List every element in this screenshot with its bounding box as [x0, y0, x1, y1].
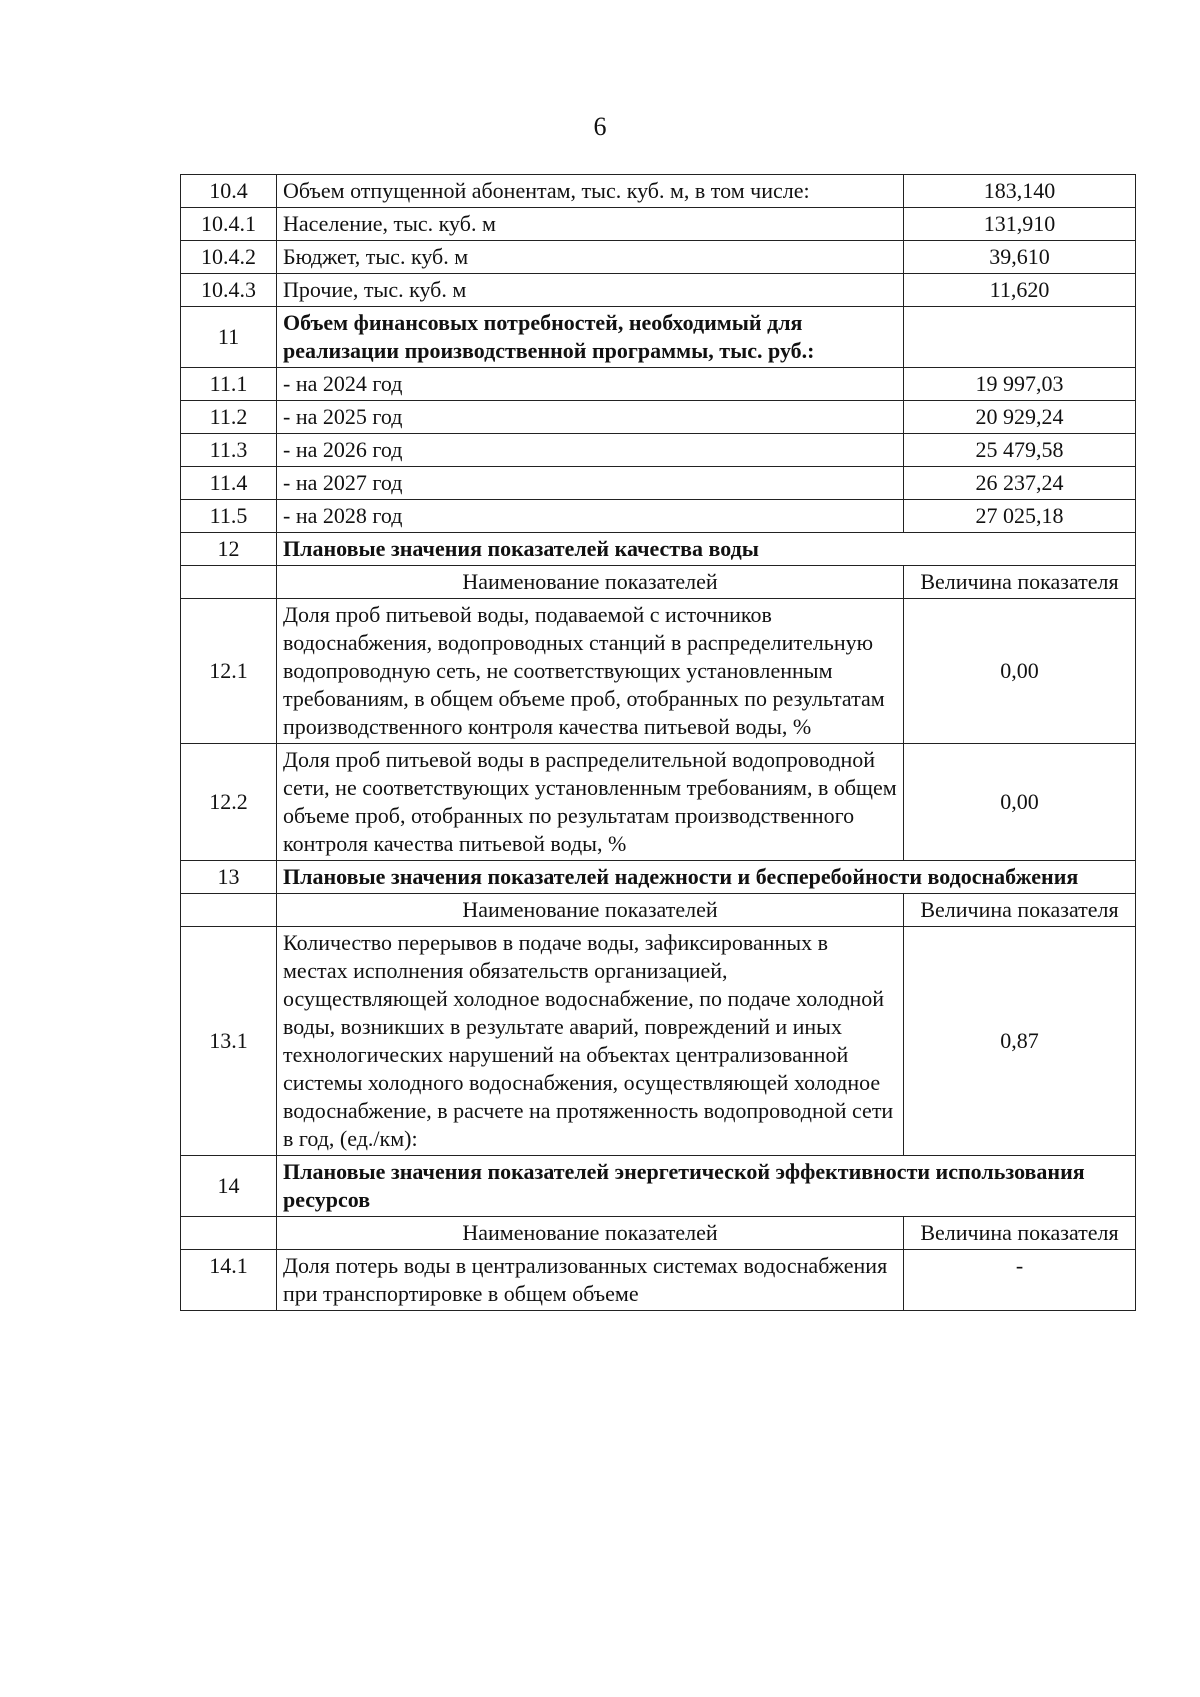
section-title: Плановые значения показателей надежности и бесперебойности водоснабжения: [277, 861, 1136, 894]
table-row: [181, 274, 1136, 307]
page-number: 6: [593, 112, 607, 141]
row-text: Объем финансовых потребностей, необходимый для реализации производственной программы, тыс. руб.:: [277, 307, 904, 368]
column-header-name: Наименование показателей: [277, 1217, 904, 1250]
row-value: 39,610: [904, 241, 1136, 274]
column-header-name: Наименование показателей: [277, 894, 904, 927]
row-value: 11,620: [904, 274, 1136, 307]
row-value: 131,910: [904, 208, 1136, 241]
table-row: [181, 368, 1136, 401]
row-value: 25 479,58: [904, 434, 1136, 467]
row-number: 10.4: [181, 175, 277, 208]
row-number: 10.4.3: [181, 274, 277, 307]
row-text: Доля потерь воды в централизованных системах водоснабжения при транспортировке в общем объеме: [277, 1250, 904, 1311]
subheader-row: [181, 566, 1136, 599]
row-value: [904, 307, 1136, 368]
row-text: Прочие, тыс. куб. м: [277, 274, 904, 307]
subheader-row: [181, 1217, 1136, 1250]
row-number: 11.3: [181, 434, 277, 467]
indicators-table: [180, 174, 1136, 1311]
row-text: - на 2025 год: [277, 401, 904, 434]
table-row: [181, 599, 1136, 744]
row-text: - на 2026 год: [277, 434, 904, 467]
column-header-value: Величина показателя: [904, 566, 1136, 599]
column-header-value: Величина показателя: [904, 894, 1136, 927]
column-header-name: Наименование показателей: [277, 566, 904, 599]
row-text: - на 2028 год: [277, 500, 904, 533]
section-heading-row: [181, 861, 1136, 894]
row-value: 0,00: [904, 744, 1136, 861]
table-row: [181, 307, 1136, 368]
table-row: [181, 241, 1136, 274]
row-value: 26 237,24: [904, 467, 1136, 500]
row-text: Объем отпущенной абонентам, тыс. куб. м, в том числе:: [277, 175, 904, 208]
empty-cell: [181, 1217, 277, 1250]
row-number: 11: [181, 307, 277, 368]
table-row: [181, 1250, 1136, 1311]
row-value: -: [904, 1250, 1136, 1311]
row-number: 14.1: [181, 1250, 277, 1311]
section-title: Плановые значения показателей качества воды: [277, 533, 1136, 566]
row-text: - на 2027 год: [277, 467, 904, 500]
empty-cell: [181, 894, 277, 927]
table-row: [181, 744, 1136, 861]
row-text: Количество перерывов в подаче воды, зафиксированных в местах исполнения обязательств организацией, осуществляющей холодное водоснабжение, по подаче холодной воды, возникших в результате аварий, повреждений и иных технологических нарушений на объектах централизованной системы холодного водоснабжения, осуществляющей холодное водоснабжение, в расчете на протяженность водопроводной сети в год, (ед./км):: [277, 927, 904, 1156]
row-value: 27 025,18: [904, 500, 1136, 533]
section-heading-row: [181, 1156, 1136, 1217]
row-number: 11.2: [181, 401, 277, 434]
row-text: - на 2024 год: [277, 368, 904, 401]
row-number: 11.4: [181, 467, 277, 500]
section-number: 14: [181, 1156, 277, 1217]
section-title: Плановые значения показателей энергетической эффективности использования ресурсов: [277, 1156, 1136, 1217]
row-value: 183,140: [904, 175, 1136, 208]
row-text: Население, тыс. куб. м: [277, 208, 904, 241]
row-number: 11.5: [181, 500, 277, 533]
table-row: [181, 434, 1136, 467]
row-number: 11.1: [181, 368, 277, 401]
row-number: 10.4.1: [181, 208, 277, 241]
table-row: [181, 467, 1136, 500]
column-header-value: Величина показателя: [904, 1217, 1136, 1250]
table-row: [181, 927, 1136, 1156]
row-text: Бюджет, тыс. куб. м: [277, 241, 904, 274]
row-number: 12.1: [181, 599, 277, 744]
row-text: Доля проб питьевой воды в распределительной водопроводной сети, не соответствующих установленным требованиям, в общем объеме проб, отобранных по результатам производственного контроля качества питьевой воды, %: [277, 744, 904, 861]
row-value: 20 929,24: [904, 401, 1136, 434]
row-number: 10.4.2: [181, 241, 277, 274]
empty-cell: [181, 566, 277, 599]
table-row: [181, 401, 1136, 434]
section-number: 12: [181, 533, 277, 566]
row-value: 0,00: [904, 599, 1136, 744]
row-number: 12.2: [181, 744, 277, 861]
section-number: 13: [181, 861, 277, 894]
row-value: 19 997,03: [904, 368, 1136, 401]
table-row: [181, 208, 1136, 241]
subheader-row: [181, 894, 1136, 927]
row-text: Доля проб питьевой воды, подаваемой с источников водоснабжения, водопроводных станций в распределительную водопроводную сеть, не соответствующих установленным требованиям, в общем объеме проб, отобранных по результатам производственного контроля качества питьевой воды, %: [277, 599, 904, 744]
section-heading-row: [181, 533, 1136, 566]
row-number: 13.1: [181, 927, 277, 1156]
table-row: [181, 175, 1136, 208]
table-row: [181, 500, 1136, 533]
row-value: 0,87: [904, 927, 1136, 1156]
